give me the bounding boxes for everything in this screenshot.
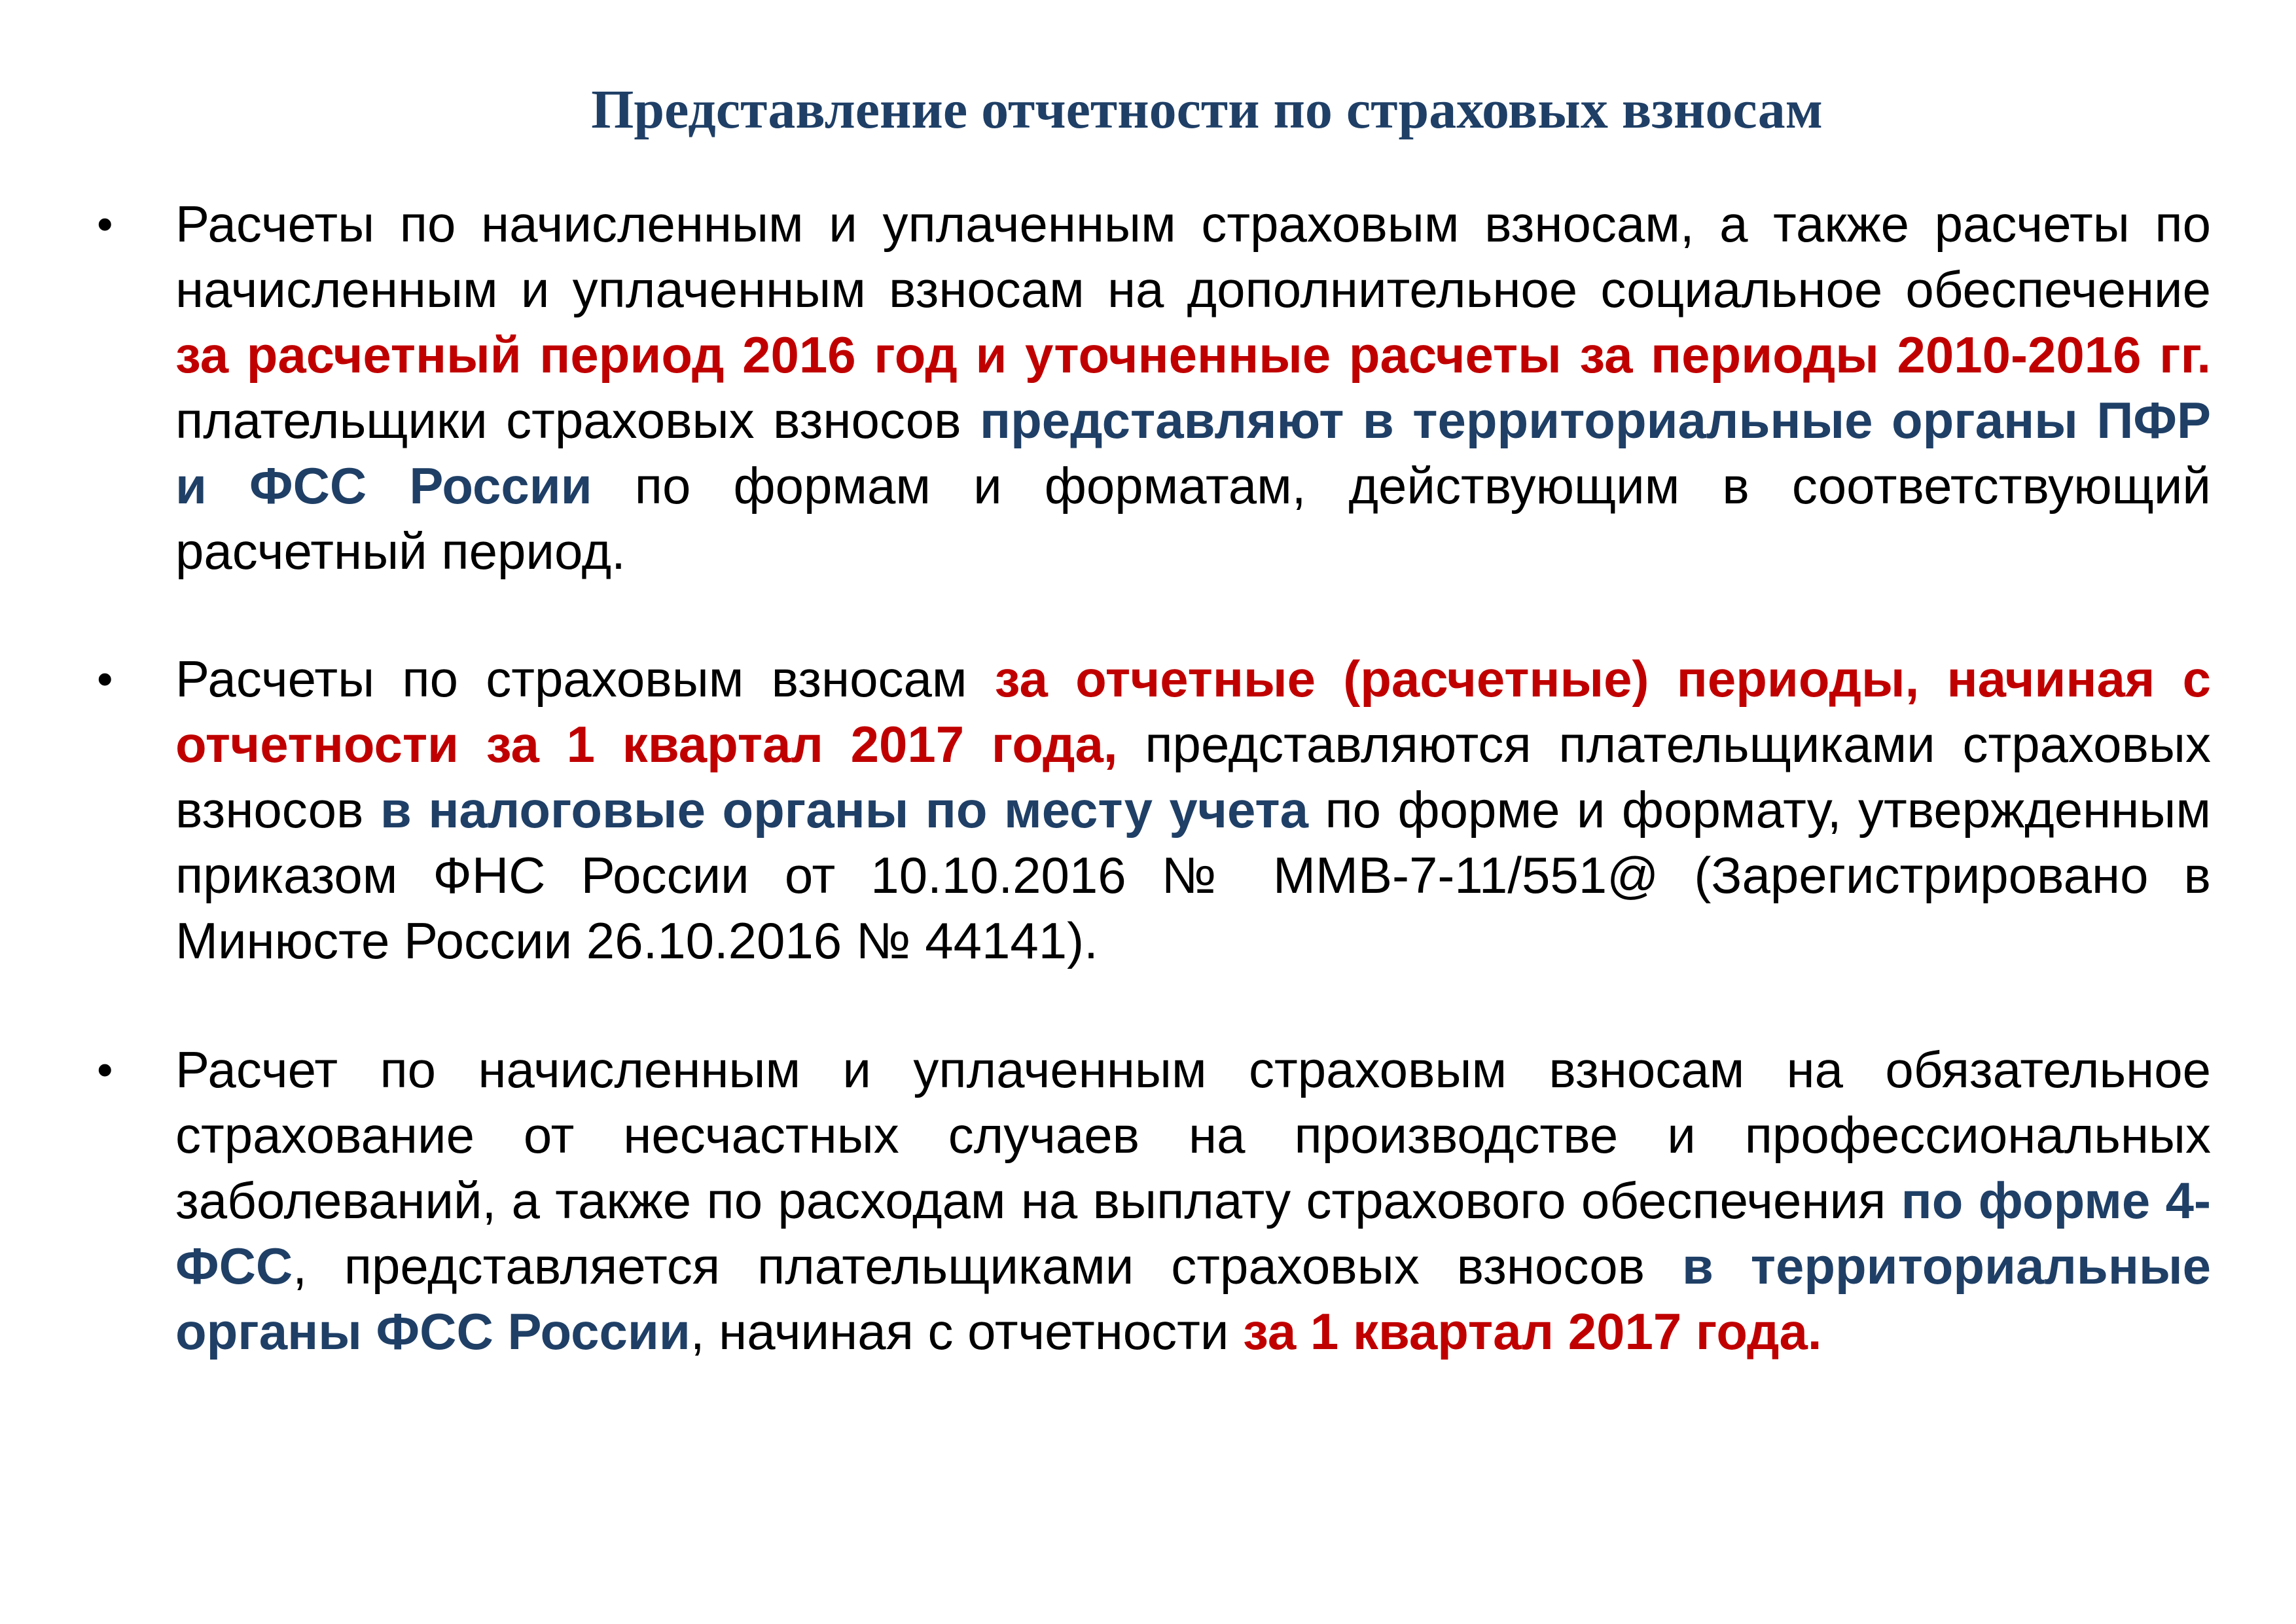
highlight-blue: представляют в территориальные органы ПФР и ФСС России xyxy=(175,391,2211,514)
text-segment: по формам и форматам, действующим в соответствующий расчетный период. xyxy=(175,457,2211,580)
bullet-text xyxy=(175,1037,2211,1364)
text-segment: Расчеты по страховым взносам xyxy=(175,650,995,708)
text-segment: , начиная с отчетности xyxy=(690,1303,1244,1360)
text-segment: Расчет по начисленным и уплаченным страховым взносам на обязательное страхование от несчастных случаев на производстве и профессиональных заболеваний, а также по расходам на выплату страхового обеспечения xyxy=(175,1041,2211,1229)
text-segment: по форме и формату, утвержденным приказом ФНС России от 10.10.2016 № ММВ-7-11/551@ (Зарегистрировано в Минюсте России 26.10.2016 № 44141). xyxy=(175,781,2211,969)
text-segment: плательщики страховых взносов xyxy=(175,391,980,449)
slide-title: Представление отчетности по страховых взносам xyxy=(591,79,1823,140)
highlight-red: за отчетные (расчетные) периоды, начиная с отчетности за 1 квартал 2017 года, xyxy=(175,650,2211,773)
highlight-blue: по форме 4-ФСС xyxy=(175,1172,2211,1295)
bullet-text xyxy=(175,191,2211,584)
highlight-red: за 1 квартал 2017 года. xyxy=(1243,1303,1822,1360)
bullet-icon: • xyxy=(97,198,113,249)
text-segment: Расчеты по начисленным и уплаченным страховым взносам, а также расчеты по начисленным и уплаченным взносам на дополнительное социальное обеспечение xyxy=(175,195,2211,318)
bullet-text xyxy=(175,646,2211,973)
text-segment: , представляется плательщиками страховых взносов xyxy=(293,1237,1682,1295)
bullet-icon: • xyxy=(97,653,113,704)
highlight-blue: в налоговые органы по месту учета xyxy=(380,781,1308,839)
text-segment: представляются плательщиками страховых взносов xyxy=(175,715,2211,839)
bullet-icon: • xyxy=(97,1044,113,1095)
highlight-red: за расчетный период 2016 год и уточненные расчеты за периоды 2010-2016 гг. xyxy=(175,326,2211,384)
highlight-blue: в территориальные органы ФСС России xyxy=(175,1237,2211,1360)
